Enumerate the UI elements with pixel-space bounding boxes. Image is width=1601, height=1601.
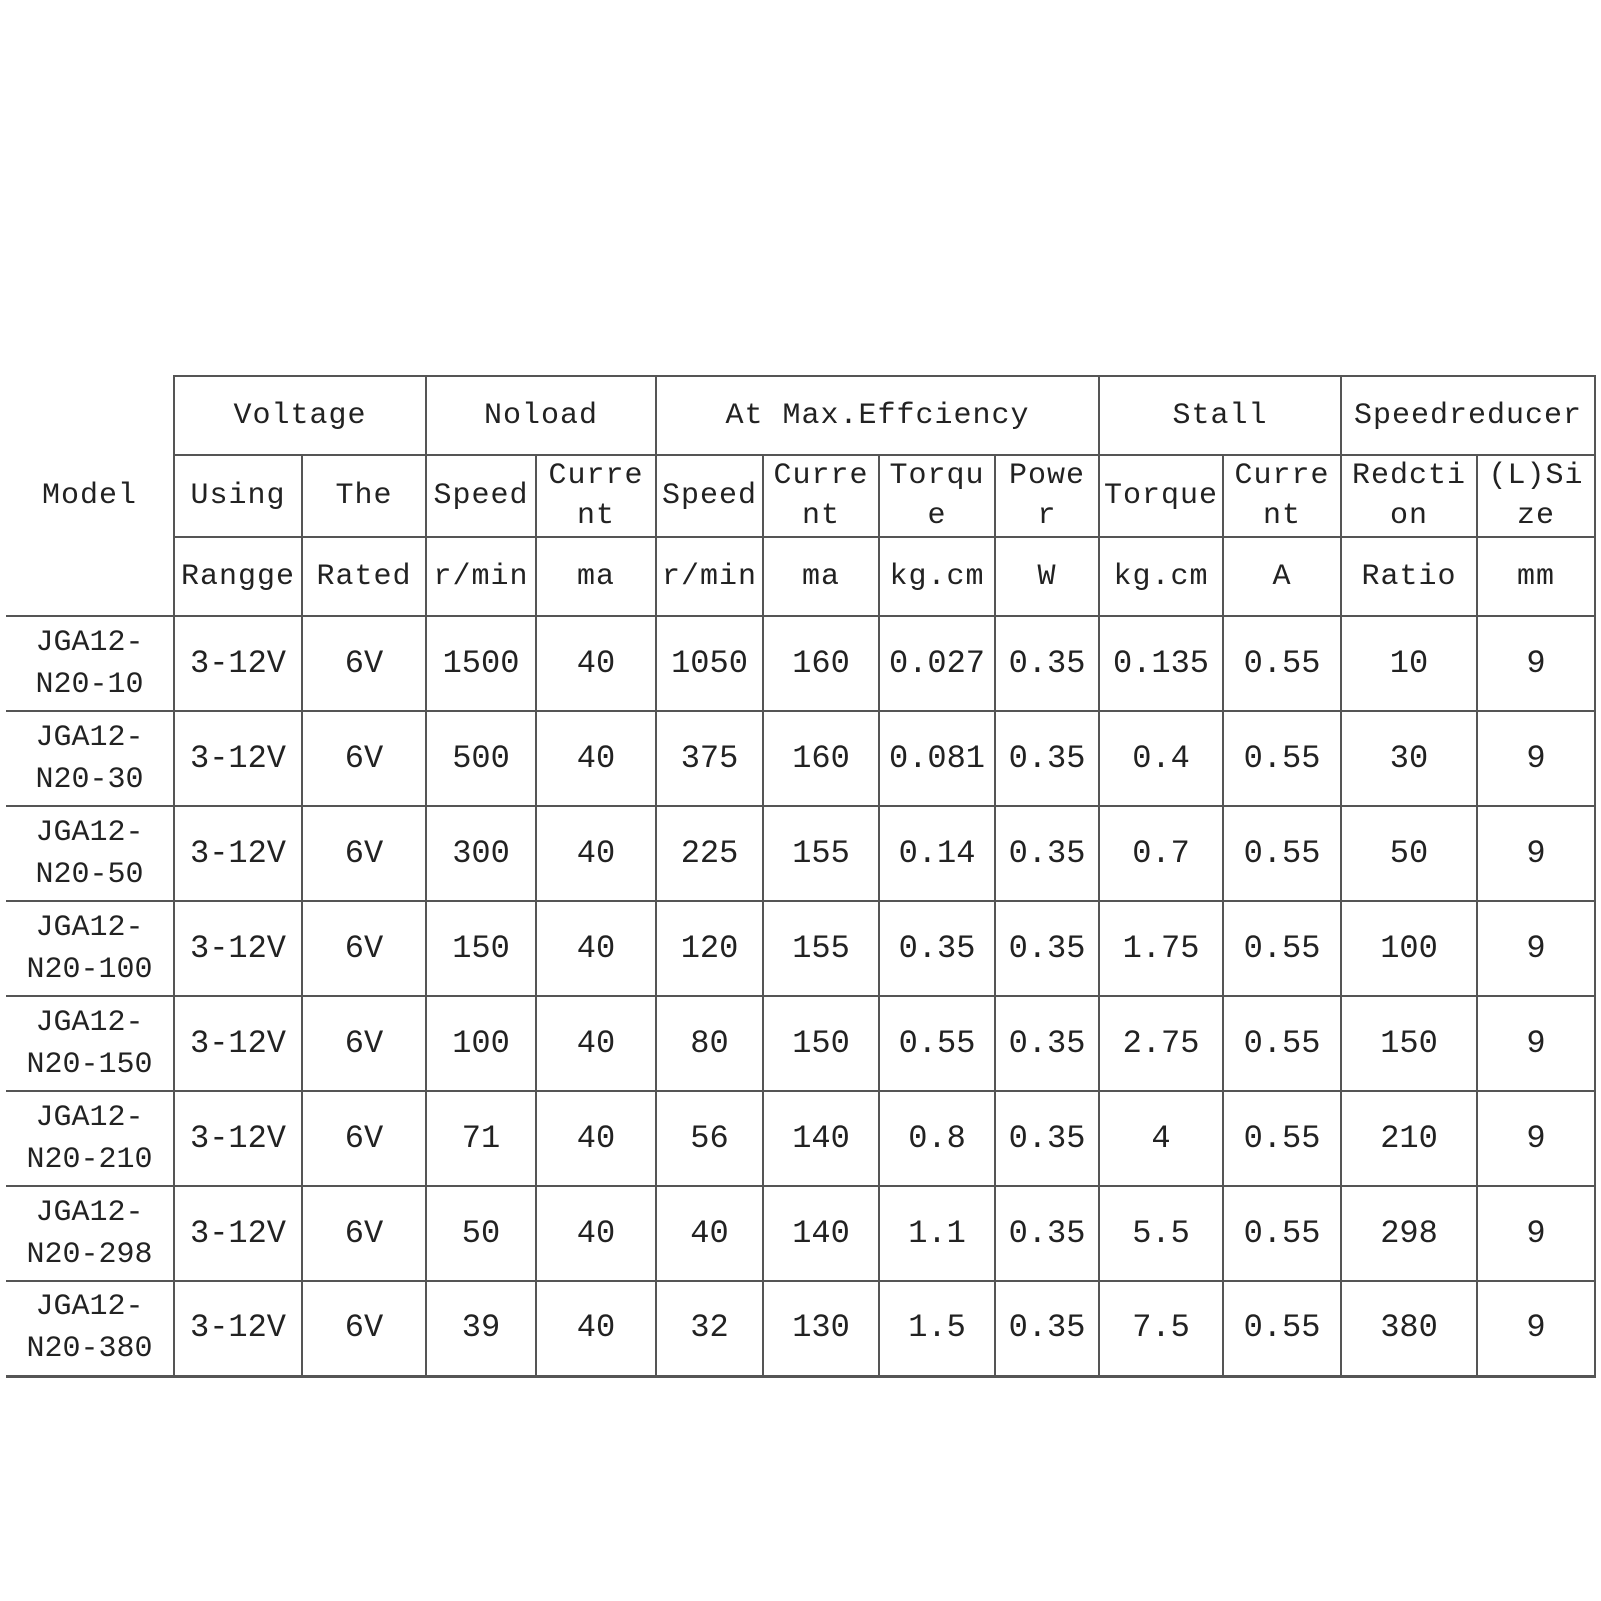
table-cell: 0.027 <box>879 616 995 711</box>
table-cell: 3-12V <box>174 711 302 806</box>
table-cell: 160 <box>763 616 879 711</box>
table-cell: 100 <box>426 996 536 1091</box>
column-header: Curre nt <box>1223 455 1341 537</box>
table-cell: 160 <box>763 711 879 806</box>
column-header: The <box>302 455 426 537</box>
group-header-speedreducer: Speedreducer <box>1341 376 1595 455</box>
table-cell: 150 <box>1341 996 1477 1091</box>
column-header: Using <box>174 455 302 537</box>
model-name-part: N20-210 <box>26 1142 153 1177</box>
table-cell: 0.35 <box>879 901 995 996</box>
model-cell <box>6 711 174 806</box>
table-cell: 140 <box>763 1091 879 1186</box>
table-cell: 6V <box>302 996 426 1091</box>
table-cell: 6V <box>302 1091 426 1186</box>
table-cell: 9 <box>1477 806 1595 901</box>
model-name-part: JGA12- <box>35 910 144 945</box>
table-cell: 0.4 <box>1099 711 1223 806</box>
table-cell: 40 <box>536 806 656 901</box>
table-cell: 0.55 <box>879 996 995 1091</box>
table-cell: 300 <box>426 806 536 901</box>
table-row <box>6 901 1595 996</box>
column-header: Speed <box>426 455 536 537</box>
table-cell: 40 <box>536 1091 656 1186</box>
table-cell: 40 <box>536 711 656 806</box>
unit-cell: ma <box>763 537 879 616</box>
unit-cell: kg.cm <box>879 537 995 616</box>
table-cell: 100 <box>1341 901 1477 996</box>
table-cell: 50 <box>1341 806 1477 901</box>
table-cell: 50 <box>426 1186 536 1281</box>
table-cell: 0.35 <box>995 901 1099 996</box>
unit-cell: Rated <box>302 537 426 616</box>
model-name-part: N20-30 <box>35 762 144 797</box>
column-header: Curre nt <box>536 455 656 537</box>
model-name-part: N20-150 <box>26 1047 153 1082</box>
model-name-part: N20-298 <box>26 1237 153 1272</box>
table-cell: 40 <box>536 901 656 996</box>
table-cell: 1.5 <box>879 1281 995 1376</box>
table-cell: 2.75 <box>1099 996 1223 1091</box>
model-name-part: JGA12- <box>35 815 144 850</box>
table-cell: 40 <box>536 616 656 711</box>
model-name-part: N20-380 <box>26 1332 153 1367</box>
table-cell: 0.55 <box>1223 1281 1341 1376</box>
table-cell: 40 <box>656 1186 763 1281</box>
table-cell: 3-12V <box>174 616 302 711</box>
column-header: (L)Si ze <box>1477 455 1595 537</box>
table-cell: 9 <box>1477 901 1595 996</box>
table-row <box>6 996 1595 1091</box>
table-cell: 3-12V <box>174 806 302 901</box>
table-cell: 0.55 <box>1223 616 1341 711</box>
table-cell: 0.14 <box>879 806 995 901</box>
table-cell: 1050 <box>656 616 763 711</box>
table-cell: 210 <box>1341 1091 1477 1186</box>
table-cell: 80 <box>656 996 763 1091</box>
table-cell: 0.55 <box>1223 901 1341 996</box>
table-cell: 40 <box>536 1281 656 1376</box>
model-cell <box>6 1186 174 1281</box>
table-cell: 6V <box>302 901 426 996</box>
unit-cell: Rangge <box>174 537 302 616</box>
group-header-stall: Stall <box>1099 376 1341 455</box>
table-cell: 150 <box>426 901 536 996</box>
table-cell: 155 <box>763 806 879 901</box>
table-cell: 0.35 <box>995 1091 1099 1186</box>
table-cell: 1.75 <box>1099 901 1223 996</box>
column-header: Redcti on <box>1341 455 1477 537</box>
unit-cell: W <box>995 537 1099 616</box>
table-cell: 7.5 <box>1099 1281 1223 1376</box>
table-cell: 39 <box>426 1281 536 1376</box>
model-cell <box>6 1091 174 1186</box>
table-cell: 3-12V <box>174 1091 302 1186</box>
table-cell: 0.55 <box>1223 996 1341 1091</box>
table-row <box>6 711 1595 806</box>
model-name-part: JGA12- <box>35 1005 144 1040</box>
model-cell <box>6 1281 174 1376</box>
table-cell: 32 <box>656 1281 763 1376</box>
table-row <box>6 1091 1595 1186</box>
table-cell: 9 <box>1477 1091 1595 1186</box>
table-cell: 9 <box>1477 996 1595 1091</box>
unit-cell: kg.cm <box>1099 537 1223 616</box>
column-header: Speed <box>656 455 763 537</box>
table-cell: 0.55 <box>1223 711 1341 806</box>
table-cell: 10 <box>1341 616 1477 711</box>
table-cell: 0.35 <box>995 711 1099 806</box>
table-cell: 40 <box>536 1186 656 1281</box>
table-cell: 30 <box>1341 711 1477 806</box>
table-cell: 120 <box>656 901 763 996</box>
unit-cell: ma <box>536 537 656 616</box>
table-cell: 155 <box>763 901 879 996</box>
table-row <box>6 806 1595 901</box>
table-cell: 6V <box>302 1186 426 1281</box>
model-name-part: JGA12- <box>35 1290 144 1325</box>
table-cell: 225 <box>656 806 763 901</box>
motor-spec-table <box>6 375 1596 1378</box>
model-name-part: N20-100 <box>26 952 153 987</box>
unit-cell: r/min <box>426 537 536 616</box>
table-cell: 375 <box>656 711 763 806</box>
table-cell: 9 <box>1477 1186 1595 1281</box>
model-header: Model <box>6 376 174 616</box>
unit-cell: r/min <box>656 537 763 616</box>
table-cell: 0.081 <box>879 711 995 806</box>
table-cell: 0.35 <box>995 806 1099 901</box>
group-header-voltage: Voltage <box>174 376 426 455</box>
table-cell: 0.8 <box>879 1091 995 1186</box>
table-cell: 71 <box>426 1091 536 1186</box>
table-cell: 3-12V <box>174 901 302 996</box>
table-cell: 3-12V <box>174 1186 302 1281</box>
model-cell <box>6 806 174 901</box>
table-cell: 298 <box>1341 1186 1477 1281</box>
table-cell: 9 <box>1477 1281 1595 1376</box>
table-cell: 500 <box>426 711 536 806</box>
table-cell: 0.35 <box>995 616 1099 711</box>
table-cell: 0.35 <box>995 1281 1099 1376</box>
model-cell <box>6 996 174 1091</box>
table-row <box>6 616 1595 711</box>
model-name-part: JGA12- <box>35 1195 144 1230</box>
unit-cell: A <box>1223 537 1341 616</box>
column-header: Powe r <box>995 455 1099 537</box>
table-row <box>6 1281 1595 1376</box>
table-cell: 6V <box>302 806 426 901</box>
table-cell: 150 <box>763 996 879 1091</box>
model-name-part: JGA12- <box>35 625 144 660</box>
group-header-max-efficiency: At Max.Effciency <box>656 376 1099 455</box>
table-cell: 6V <box>302 616 426 711</box>
table-cell: 380 <box>1341 1281 1477 1376</box>
table-cell: 0.55 <box>1223 806 1341 901</box>
column-header: Torque <box>1099 455 1223 537</box>
table-cell: 40 <box>536 996 656 1091</box>
table-cell: 6V <box>302 711 426 806</box>
table-cell: 4 <box>1099 1091 1223 1186</box>
table-cell: 0.55 <box>1223 1091 1341 1186</box>
table-cell: 56 <box>656 1091 763 1186</box>
table-cell: 1500 <box>426 616 536 711</box>
table-cell: 1.1 <box>879 1186 995 1281</box>
table-cell: 0.35 <box>995 1186 1099 1281</box>
table-cell: 6V <box>302 1281 426 1376</box>
table-cell: 0.35 <box>995 996 1099 1091</box>
unit-cell: Ratio <box>1341 537 1477 616</box>
table-cell: 0.135 <box>1099 616 1223 711</box>
model-cell <box>6 616 174 711</box>
table-cell: 9 <box>1477 616 1595 711</box>
model-name-part: JGA12- <box>35 1100 144 1135</box>
column-header: Torqu e <box>879 455 995 537</box>
table-cell: 3-12V <box>174 1281 302 1376</box>
model-cell <box>6 901 174 996</box>
table-cell: 130 <box>763 1281 879 1376</box>
model-name-part: JGA12- <box>35 720 144 755</box>
model-name-part: N20-10 <box>35 667 144 702</box>
table-cell: 3-12V <box>174 996 302 1091</box>
table-cell: 140 <box>763 1186 879 1281</box>
model-name-part: N20-50 <box>35 857 144 892</box>
unit-cell: mm <box>1477 537 1595 616</box>
table-cell: 0.7 <box>1099 806 1223 901</box>
table-cell: 5.5 <box>1099 1186 1223 1281</box>
table-row <box>6 1186 1595 1281</box>
column-header: Curre nt <box>763 455 879 537</box>
table-cell: 9 <box>1477 711 1595 806</box>
table-cell: 0.55 <box>1223 1186 1341 1281</box>
group-header-noload: Noload <box>426 376 656 455</box>
